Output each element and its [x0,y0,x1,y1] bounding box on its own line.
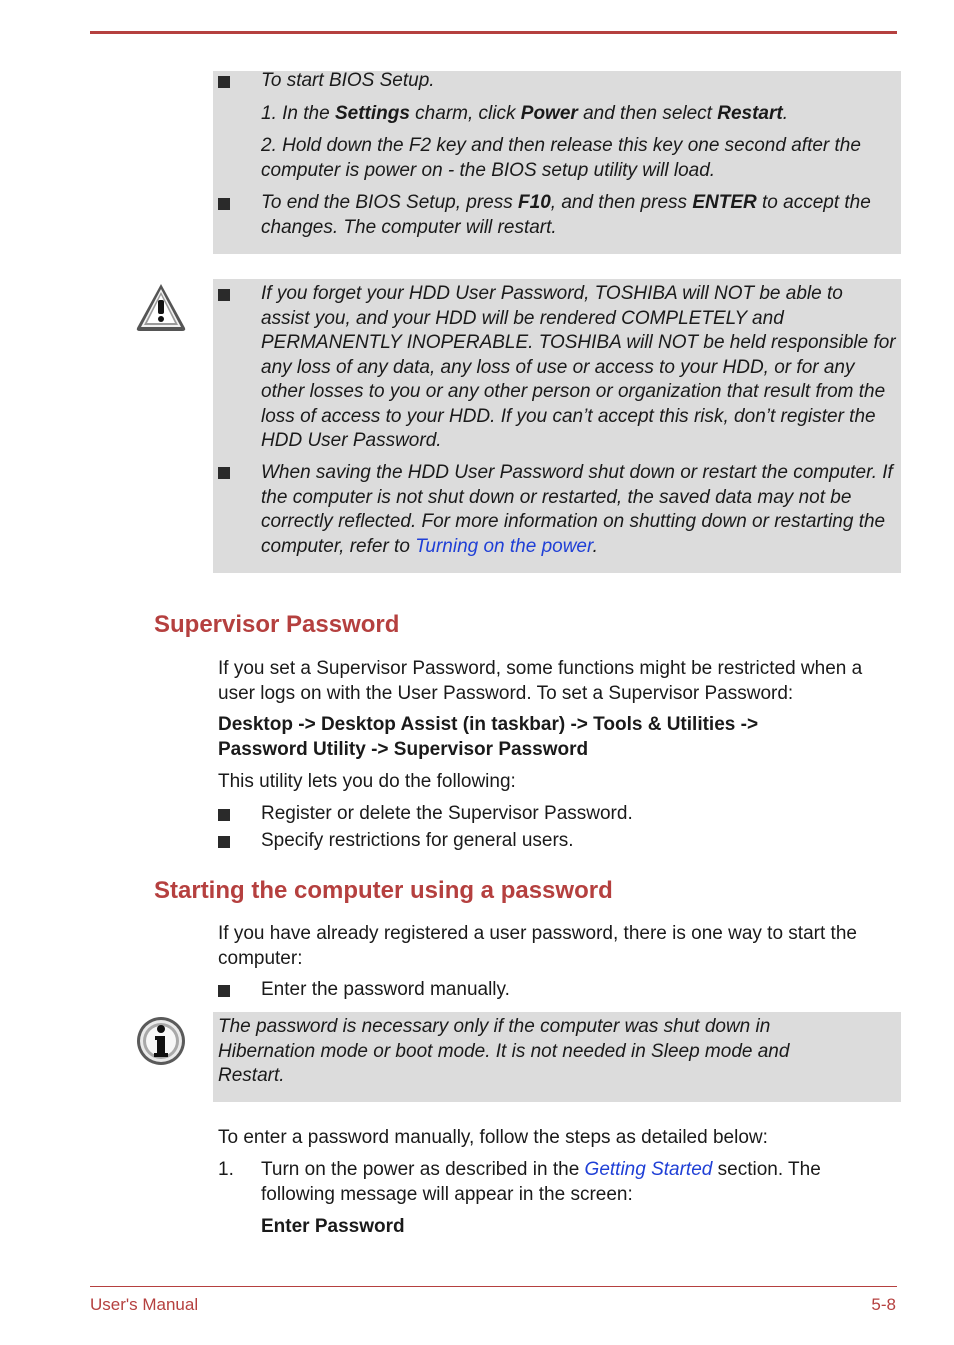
bios-end-text: To end the BIOS Setup, press F10, and then press ENTER to accept the changes. The computer will restart. [261,192,871,238]
supervisor-intro: If you set a Supervisor Password, some functions might be restricted when a user logs on with the User Password. To set a Supervisor Password: [218,658,863,704]
bios-step-1: 1. In the Settings charm, click Power and then select Restart. [261,103,788,124]
supervisor-bullet-2: Specify restrictions for general users. [261,830,574,851]
header-rule [90,31,897,34]
getting-started-link[interactable]: Getting Started [584,1159,713,1180]
supervisor-lead: This utility lets you do the following: [218,771,516,792]
section-heading-starting: Starting the computer using a password [154,877,613,904]
turning-on-power-link[interactable]: Turning on the power [415,535,593,557]
starting-bullet: Enter the password manually. [261,979,510,1000]
footer-page-number: 5-8 [871,1295,896,1314]
hdd-password-warning: If you forget your HDD User Password, TOSHIBA will NOT be able to assist you, and your HDD will be rendered COMPLETELY and PERMANENTLY INOPERABLE. TOSHIBA will NOT be held responsible for any loss of any data, any loss of use or access to your HDD, or for any other losses to you or any other person or organization that result from the loss of access to your HDD. If you can’t accept this risk, don’t register the HDD User Password. [261,283,896,451]
save-password-warning: When saving the HDD User Password shut down or restart the computer. If the computer is not shut down or restarted, the saved data may not be correctly reflected. For more information on shutting down or restarting the computer, refer to Turning on the power. [261,462,893,557]
bios-step-2: 2. Hold down the F2 key and then release this key one second after the computer is power on - the BIOS setup utility will load. [261,135,861,181]
enter-password-message: Enter Password [261,1216,405,1237]
bullet [218,809,230,821]
section-heading-supervisor: Supervisor Password [154,611,400,638]
starting-intro: If you have already registered a user password, there is one way to start the computer: [218,923,857,969]
supervisor-path: Desktop -> Desktop Assist (in taskbar) -> Tools & Utilities -> Password Utility -> Supervisor Password [218,714,759,760]
footer-rule [90,1286,897,1287]
steps-lead: To enter a password manually, follow the steps as detailed below: [218,1127,768,1148]
info-icon [135,1015,187,1067]
bullet [218,198,230,210]
warning-triangle-icon [135,281,187,333]
bios-start-text: To start BIOS Setup. [261,70,435,91]
footer-manual-title: User's Manual [90,1295,199,1314]
step-1-text: Turn on the power as described in the Getting Started section. The following message will appear in the screen: [261,1159,821,1205]
bullet [218,76,230,88]
bullet [218,985,230,997]
step-number: 1. [218,1159,234,1180]
supervisor-bullet-1: Register or delete the Supervisor Password. [261,803,633,824]
info-note-text: The password is necessary only if the computer was shut down in Hibernation mode or boot mode. It is not needed in Sleep mode and Restart. [218,1016,790,1086]
bullet [218,836,230,848]
bullet [218,289,230,301]
bullet [218,467,230,479]
